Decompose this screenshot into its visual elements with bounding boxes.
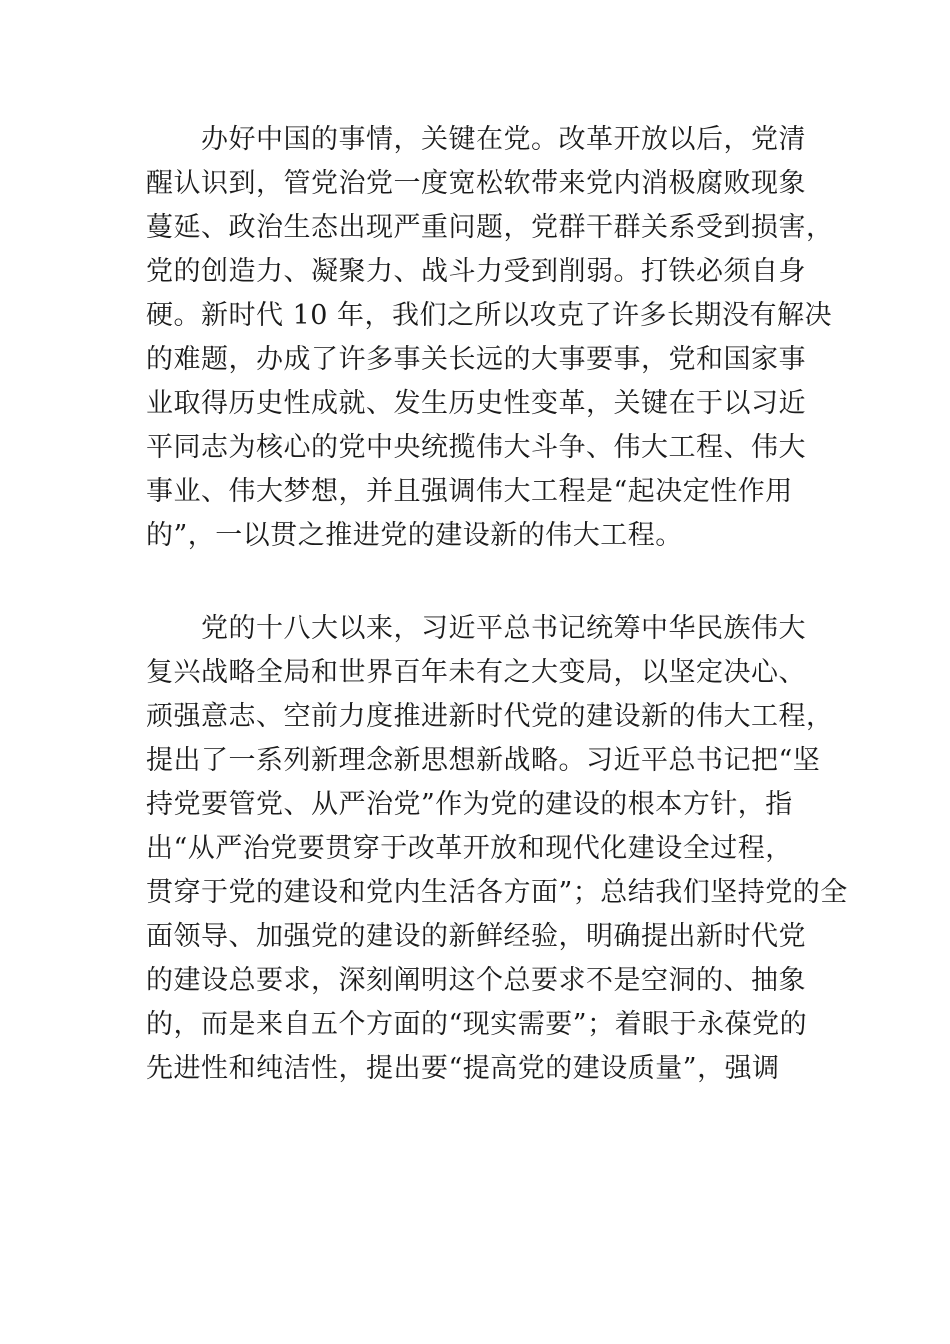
text-line: 的，而是来自五个方面的“现实需要”；着眼于永葆党的 xyxy=(146,1009,808,1040)
text-line: 的建设总要求，深刻阐明这个总要求不是空洞的、抽象 xyxy=(146,965,806,996)
text-line: 业取得历史性成就、发生历史性变革，关键在于以习近 xyxy=(146,388,806,419)
text-line: 蔓延、政治生态出现严重问题，党群干群关系受到损害， xyxy=(146,212,834,243)
text-line: 提出了一系列新理念新思想新战略。习近平总书记把“坚 xyxy=(146,745,821,776)
text-line: 持党要管党、从严治党”作为党的建设的根本方针，指 xyxy=(146,789,793,820)
text-line: 贯穿于党的建设和党内生活各方面”；总结我们坚持党的全 xyxy=(146,877,848,908)
text-line: 面领导、加强党的建设的新鲜经验，明确提出新时代党 xyxy=(146,921,806,952)
paragraph-2 xyxy=(146,607,848,1091)
text-line: 的难题，办成了许多事关长远的大事要事，党和国家事 xyxy=(146,344,806,375)
text-line: 党的创造力、凝聚力、战斗力受到削弱。打铁必须自身 xyxy=(146,256,806,287)
text-line: 醒认识到，管党治党一度宽松软带来党内消极腐败现象 xyxy=(146,168,806,199)
paragraph-1 xyxy=(146,118,834,558)
text-line: 复兴战略全局和世界百年未有之大变局，以坚定决心、 xyxy=(146,657,806,688)
text-line: 办好中国的事情，关键在党。改革开放以后，党清 xyxy=(146,124,806,155)
text-line: 事业、伟大梦想，并且强调伟大工程是“起决定性作用 xyxy=(146,476,793,507)
text-line: 出“从严治党要贯穿于改革开放和现代化建设全过程， xyxy=(146,833,793,864)
text-line: 先进性和纯洁性，提出要“提高党的建设质量”，强调 xyxy=(146,1053,780,1084)
text-line: 平同志为核心的党中央统揽伟大斗争、伟大工程、伟大 xyxy=(146,432,806,463)
text-line: 党的十八大以来，习近平总书记统筹中华民族伟大 xyxy=(146,613,806,644)
text-line: 的”，一以贯之推进党的建设新的伟大工程。 xyxy=(146,520,683,551)
text-line: 顽强意志、空前力度推进新时代党的建设新的伟大工程， xyxy=(146,701,834,732)
text-line: 硬。新时代 10 年，我们之所以攻克了许多长期没有解决 xyxy=(146,300,833,331)
